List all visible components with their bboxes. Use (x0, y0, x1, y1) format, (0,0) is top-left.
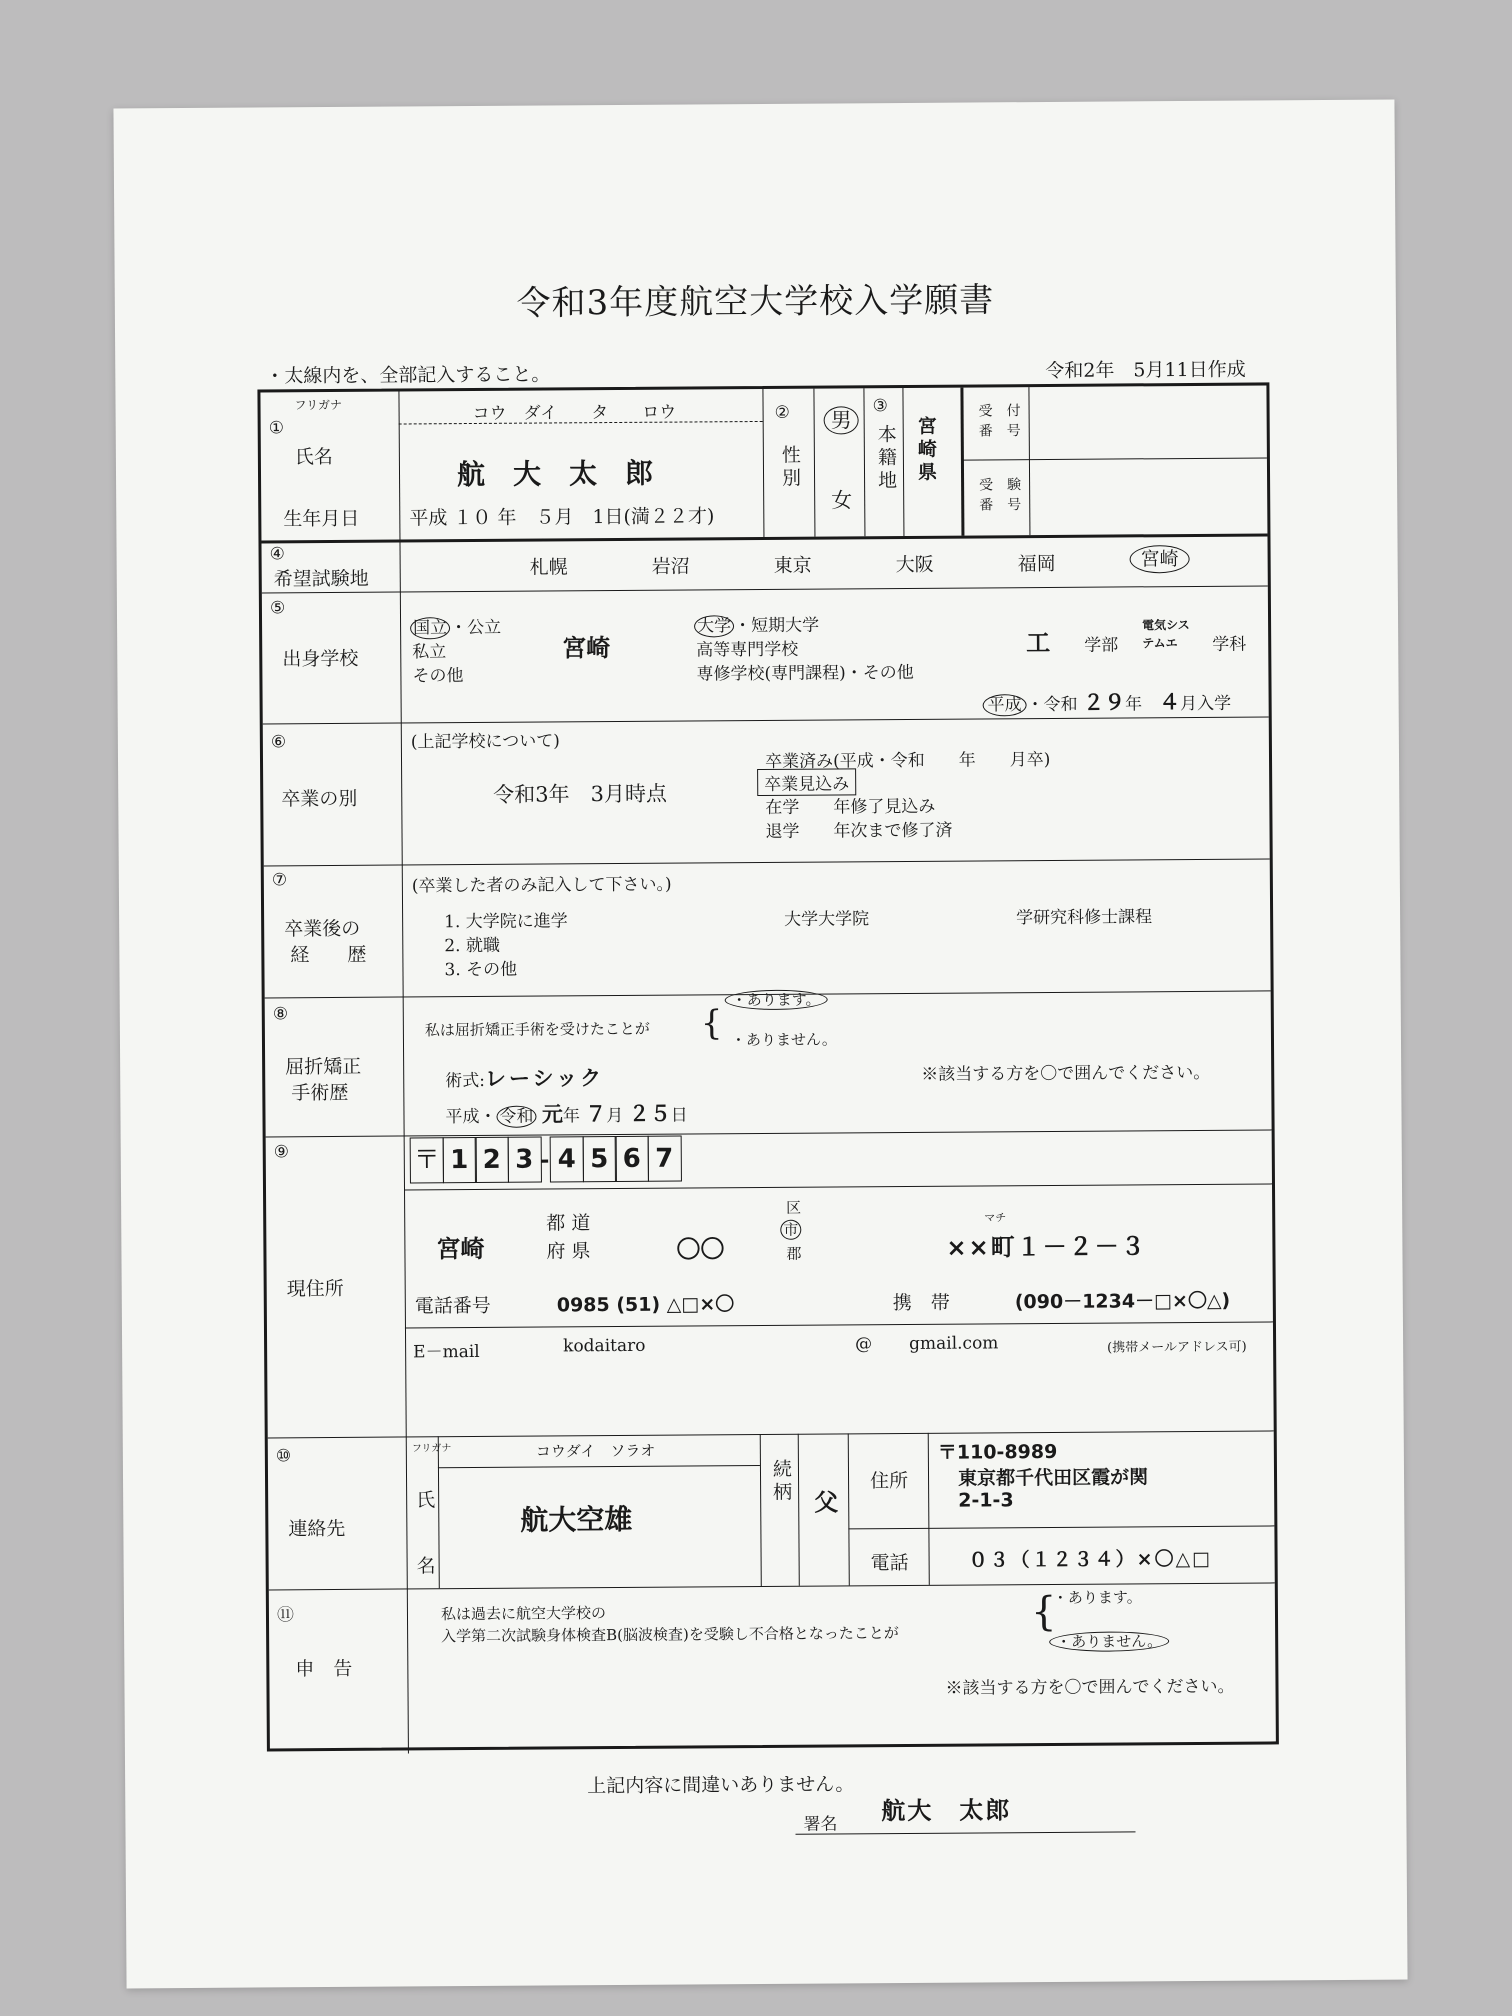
address-ku: 区 (786, 1198, 802, 1217)
postal-digit: 2 (475, 1137, 509, 1183)
declaration-brace: { (1030, 1588, 1057, 1636)
section-1-number: ① (268, 418, 285, 439)
address-prefecture: 宮崎 (436, 1234, 485, 1264)
email-domain: gmail.com (909, 1333, 999, 1354)
signature: 航大 太郎 (881, 1796, 1012, 1826)
exam-site-tokyo: 東京 (773, 554, 812, 577)
address-city: 〇〇 (676, 1235, 725, 1264)
surgery-no: ・ありません。 (730, 1030, 837, 1050)
post-grad-header: (卒業した者のみ記入して下さい。) (411, 874, 672, 897)
surgery-day: ２５ (628, 1101, 671, 1126)
graduation-label: 卒業の別 (281, 787, 358, 811)
exam-number-label: 受 験 番 号 (979, 477, 1022, 514)
gender-label: 性別 (778, 444, 802, 491)
exam-site-label: 希望試験地 (273, 567, 369, 591)
department-label: 学科 (1212, 634, 1247, 655)
surgery-label-1: 屈折矯正 (285, 1055, 362, 1079)
surgery-era-reiwa-selected: 令和 (496, 1106, 536, 1128)
gender-female: 女 (831, 488, 853, 513)
school-type-other: その他 (412, 666, 464, 687)
graduation-option-enrolled: 在学 年修了見込み (765, 796, 936, 818)
postal-digit: 1 (442, 1137, 476, 1183)
receipt-number-field[interactable] (1038, 392, 1258, 454)
post-grad-course-field: 学研究科修士課程 (1016, 907, 1153, 929)
school-name: 宮崎 (562, 634, 611, 663)
town-ruby: マチ (984, 1211, 1007, 1225)
section-7-number: ⑦ (271, 870, 288, 891)
contact-kana: コウダイ ソラオ (535, 1441, 656, 1461)
school-type-national-selected: 国立 (410, 617, 450, 639)
exam-number-field[interactable] (1039, 466, 1259, 530)
contact-furigana-label: フリガナ (411, 1443, 452, 1455)
graduation-option-graduated: 卒業済み(平成・令和 年 月卒) (764, 749, 1051, 772)
school-label: 出身学校 (282, 647, 359, 671)
gender-male-selected: 男 (824, 406, 859, 434)
graduation-option-withdrawn: 退学 年次まで修了済 (765, 820, 953, 842)
post-grad-option-employment: 2. 就職 (444, 935, 501, 957)
phone-value: 0985 (51) △□×〇 (556, 1293, 735, 1317)
contact-postal: 〒110-8989 (937, 1440, 1058, 1464)
mobile-value: (090－1234－□×〇△) (1014, 1289, 1231, 1314)
enroll-era-heisei-selected: 平成 (983, 694, 1027, 716)
postal-digit: 5 (582, 1136, 616, 1182)
section-9-number: ⑨ (273, 1142, 290, 1163)
section-6-number: ⑥ (270, 732, 287, 753)
relation-value: 父 (814, 1488, 839, 1517)
mobile-label: 携 帯 (892, 1291, 950, 1315)
applicant-name: 航 大 太 郎 (456, 456, 654, 492)
post-grad-label-1: 卒業後の (284, 917, 361, 941)
graduation-as-of: 令和3年 3月時点 (493, 781, 668, 807)
name-label: 氏名 (294, 445, 333, 469)
surgery-yes-selected: ・あります。 (725, 990, 828, 1011)
surgery-day-label: 日 (670, 1105, 688, 1126)
post-grad-option-other: 3. その他 (444, 959, 518, 981)
postal-hyphen: - (540, 1148, 550, 1174)
surgery-label-2: 手術歴 (291, 1081, 349, 1105)
creation-date: 令和2年 5月11日作成 (1045, 358, 1246, 382)
department-name: 電気シス テムエ (1142, 617, 1190, 651)
email-user: kodaitaro (563, 1335, 646, 1357)
postal-digit: 6 (615, 1136, 649, 1182)
contact-address-label: 住所 (869, 1469, 909, 1493)
email-label: E－mail (413, 1341, 480, 1363)
surgery-method: レーシック (484, 1066, 605, 1091)
faculty-label: 学部 (1084, 635, 1119, 656)
enroll-year-label: 年 (1124, 694, 1143, 715)
email-note: (携帯メールアドレス可) (1107, 1339, 1247, 1356)
section-2-number: ② (774, 402, 790, 423)
phone-label: 電話番号 (414, 1294, 491, 1318)
surgery-note: ※該当する方を〇で囲んでください。 (921, 1062, 1211, 1085)
address-town: ××町１－２－３ (946, 1232, 1147, 1262)
contact-address-line-2: 2-1-3 (958, 1489, 1014, 1512)
exam-site-fukuoka: 福岡 (1017, 552, 1056, 576)
confirmation-text: 上記内容に間違いありません。 (587, 1773, 855, 1798)
surgery-method-label: 術式: (445, 1070, 486, 1092)
declaration-label: 申 告 (295, 1657, 353, 1681)
birthdate-value: 平成 １０ 年 ５月 1日(満２２才) (409, 505, 715, 530)
section-4-number: ④ (269, 544, 285, 565)
receipt-number-label: 受 付 番 号 (978, 403, 1021, 440)
application-form-sheet (113, 100, 1407, 1989)
address-shi-selected: 市 (780, 1220, 801, 1240)
post-grad-university-field: 大学大学院 (784, 909, 870, 930)
exam-site-osaka: 大阪 (895, 553, 934, 577)
enroll-year: ２９ (1082, 690, 1126, 715)
surgery-month-label: 月 (606, 1105, 624, 1127)
postal-digit: 3 (507, 1137, 541, 1183)
relation-label: 続柄 (769, 1458, 793, 1505)
form-title: 令和3年度航空大学校入学願書 (516, 280, 995, 324)
school-kind-junior-college: ・短期大学 (734, 615, 820, 637)
contact-phone-label: 電話 (870, 1551, 909, 1575)
section-5-number: ⑤ (269, 598, 286, 619)
signature-label: 署名 (803, 1814, 838, 1835)
post-grad-label-2: 経 歴 (290, 943, 367, 967)
declaration-note: ※該当する方を〇で囲んでください。 (945, 1676, 1235, 1699)
surgery-month: ７ (585, 1102, 607, 1127)
graduation-option-expected-selected: 卒業見込み (757, 768, 856, 796)
contact-address-line-1: 東京都千代田区霞が関 (957, 1466, 1149, 1490)
contact-name-label-1: 氏 (416, 1489, 436, 1512)
contact-phone: ０３（１２３４）×〇△□ (968, 1547, 1213, 1572)
section-11-number: ⑪ (276, 1605, 295, 1626)
enroll-month-label: 月入学 (1179, 693, 1232, 715)
exam-site-iwanuma: 岩沼 (651, 555, 690, 578)
address-gun: 郡 (786, 1244, 802, 1263)
postal-digit: 4 (550, 1136, 584, 1182)
domicile-label: 本籍地 (874, 424, 898, 494)
school-type-private: 私立 (412, 642, 447, 663)
surgery-year: 元 (541, 1102, 563, 1127)
domicile-value: 宮崎県 (914, 415, 938, 485)
email-at: @ (855, 1334, 873, 1355)
contact-label: 連絡先 (288, 1517, 346, 1541)
contact-name-label-2: 名 (416, 1555, 436, 1578)
instruction-text: ・太線内を、全部記入すること。 (265, 363, 551, 388)
post-grad-option-graduate-school: 1. 大学院に進学 (444, 911, 568, 933)
faculty-name: 工 (1026, 628, 1051, 658)
enroll-era-reiwa: ・令和 (1026, 694, 1078, 716)
school-type-public: ・公立 (450, 617, 502, 639)
surgery-year-label: 年 (562, 1106, 580, 1127)
declaration-yes: ・あります。 (1052, 1588, 1142, 1607)
section-8-number: ⑧ (272, 1004, 289, 1025)
contact-name: 航大空雄 (520, 1502, 633, 1537)
exam-site-miyazaki-selected: 宮崎 (1130, 545, 1190, 573)
declaration-text-2: 入学第二次試験身体検査B(脳波検査)を受験し不合格となったことが (441, 1624, 899, 1646)
section-10-number: ⑩ (275, 1446, 292, 1467)
surgery-brace: { (700, 1003, 723, 1044)
address-fu-ken-selected: 府 県 (546, 1240, 591, 1263)
postal-mark: 〒 (410, 1137, 444, 1183)
school-kind-vocational: 専修学校(専門課程)・その他 (696, 662, 914, 685)
address-to-do: 都 道 (546, 1212, 591, 1235)
address-label: 現住所 (286, 1277, 344, 1301)
signature-line (796, 1831, 1136, 1834)
form-table (257, 382, 1278, 1751)
graduation-header: (上記学校について) (410, 731, 560, 753)
school-kind-technical: 高等専門学校 (696, 639, 799, 661)
declaration-text-1: 私は過去に航空大学校の (440, 1604, 607, 1624)
declaration-no-selected: ・ありません。 (1049, 1631, 1169, 1652)
exam-site-sapporo: 札幌 (529, 556, 568, 579)
enroll-month: ４ (1158, 690, 1181, 715)
school-kind-university-selected: 大学 (694, 615, 734, 637)
postal-code-boxes (410, 1136, 680, 1184)
surgery-question: 私は屈折矯正手術を受けたことが (424, 1019, 650, 1040)
surgery-era-heisei: 平成・ (445, 1106, 497, 1128)
furigana-label: フリガナ (294, 397, 342, 413)
name-kana: コウ ダイ タ ロウ (472, 402, 677, 424)
section-3-number: ③ (872, 396, 888, 417)
birthdate-label: 生年月日 (283, 507, 360, 531)
postal-digit: 7 (647, 1136, 681, 1182)
